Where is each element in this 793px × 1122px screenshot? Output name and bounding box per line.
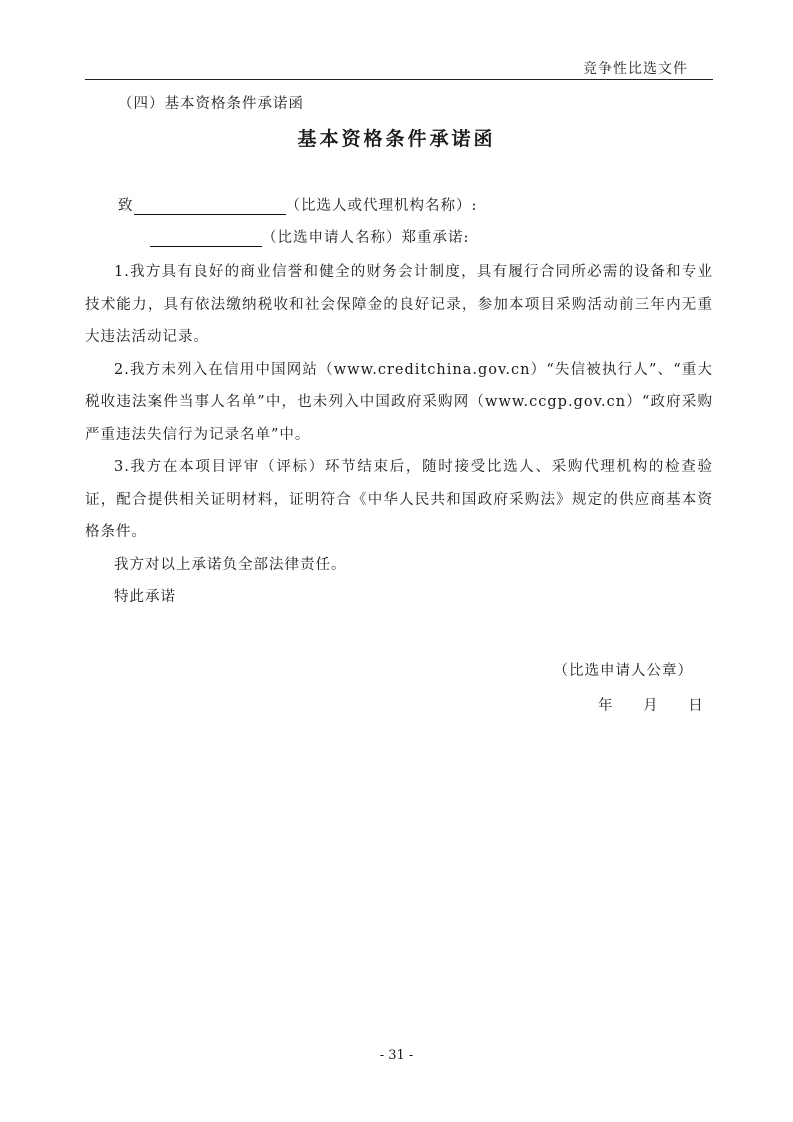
date-day-label: 日 <box>688 698 703 714</box>
page-number: - 31 - <box>379 1048 414 1063</box>
commitment-paragraph-2: 2.我方未列入在信用中国网站（www.creditchina.gov.cn）“失信被执行人”、“重大税收违法案件当事人名单”中，也未列入中国政府采购网（www.ccgp.gov.cn）“政府采购严重违法失信行为记录名单”中。 <box>85 361 713 443</box>
applicant-line <box>150 226 469 247</box>
applicant-seal-label: （比选申请人公章） <box>553 663 693 679</box>
liability-statement: 我方对以上承诺负全部法律责任。 <box>114 556 347 573</box>
applicant-name-hint: （比选申请人名称）郑重承诺: <box>262 230 470 246</box>
addressee-prefix: 致 <box>118 198 134 214</box>
applicant-name-blank <box>150 231 262 247</box>
closing-statement: 特此承诺 <box>114 589 176 605</box>
addressee-line <box>118 194 477 215</box>
commitment-paragraph-1: 1.我方具有良好的商业信誉和健全的财务会计制度，具有履行合同所必需的设备和专业技术能力，具有依法缴纳税收和社会保障金的良好记录，参加本项目采购活动前三年内无重大违法活动记录。 <box>85 264 713 345</box>
signature-date <box>598 694 703 715</box>
header-divider <box>85 79 713 80</box>
section-label: （四）基本资格条件承诺函 <box>118 96 304 112</box>
commitment-body <box>85 256 713 614</box>
date-year-label: 年 <box>598 698 613 714</box>
document-type-header: 竞争性比选文件 <box>583 61 688 77</box>
agency-name-blank <box>134 199 286 215</box>
date-month-label: 月 <box>643 698 658 714</box>
document-title: 基本资格条件承诺函 <box>297 128 496 150</box>
agency-name-hint: （比选人或代理机构名称）: <box>285 198 478 214</box>
commitment-paragraph-3: 3.我方在本项目评审（评标）环节结束后，随时接受比选人、采购代理机构的检查验证，配合提供相关证明材料，证明符合《中华人民共和国政府采购法》规定的供应商基本资格条件。 <box>85 459 713 540</box>
